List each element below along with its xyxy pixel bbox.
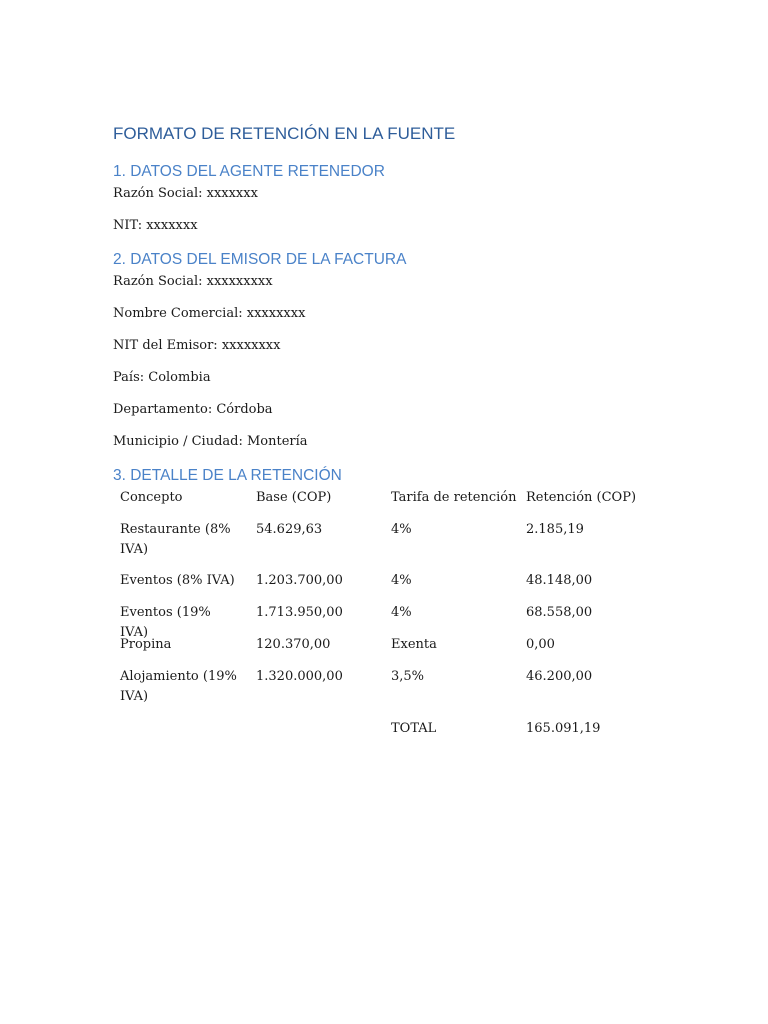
issuer-municipio: Municipio / Ciudad: Montería: [113, 434, 308, 449]
agent-razon-social: Razón Social: xxxxxxx: [113, 186, 258, 201]
table-cell-retencion: 0,00: [526, 637, 555, 652]
document-title: FORMATO DE RETENCIÓN EN LA FUENTE: [113, 124, 456, 143]
table-cell-tarifa: 4%: [391, 605, 412, 620]
table-cell-concepto: Propina: [120, 637, 172, 652]
table-header-tarifa: Tarifa de retención: [391, 490, 517, 505]
table-cell-retencion: 48.148,00: [526, 573, 593, 588]
table-cell-retencion: 46.200,00: [526, 669, 593, 684]
section2-heading: 2. DATOS DEL EMISOR DE LA FACTURA: [113, 251, 407, 268]
table-cell-concepto: Restaurante (8% IVA): [120, 522, 231, 557]
table-header-concepto: Concepto: [120, 490, 183, 505]
issuer-departamento: Departamento: Córdoba: [113, 402, 273, 417]
table-cell-tarifa: Exenta: [391, 637, 437, 652]
table-header-base: Base (COP): [256, 490, 332, 505]
table-total-value: 165.091,19: [526, 721, 601, 736]
table-cell-retencion: 68.558,00: [526, 605, 593, 620]
table-cell-base: 54.629,63: [256, 522, 323, 537]
table-cell-tarifa: 4%: [391, 573, 412, 588]
table-cell-concepto: Alojamiento (19% IVA): [120, 669, 237, 704]
table-total-label: TOTAL: [391, 721, 437, 736]
table-header-retencion: Retención (COP): [526, 490, 637, 505]
table-cell-tarifa: 3,5%: [391, 669, 425, 684]
table-cell-tarifa: 4%: [391, 522, 412, 537]
issuer-razon-social: Razón Social: xxxxxxxxx: [113, 274, 273, 289]
section3-heading: 3. DETALLE DE LA RETENCIÓN: [113, 467, 342, 484]
table-cell-base: 1.203.700,00: [256, 573, 343, 588]
agent-nit: NIT: xxxxxxx: [113, 218, 198, 233]
table-cell-base: 1.320.000,00: [256, 669, 343, 684]
issuer-nombre-comercial: Nombre Comercial: xxxxxxxx: [113, 306, 306, 321]
issuer-pais: País: Colombia: [113, 370, 211, 385]
section1-heading: 1. DATOS DEL AGENTE RETENEDOR: [113, 163, 385, 180]
table-cell-concepto: Eventos (19% IVA): [120, 605, 211, 640]
table-cell-base: 120.370,00: [256, 637, 331, 652]
table-cell-retencion: 2.185,19: [526, 522, 584, 537]
issuer-nit: NIT del Emisor: xxxxxxxx: [113, 338, 281, 353]
table-cell-base: 1.713.950,00: [256, 605, 343, 620]
table-cell-concepto: Eventos (8% IVA): [120, 573, 235, 588]
